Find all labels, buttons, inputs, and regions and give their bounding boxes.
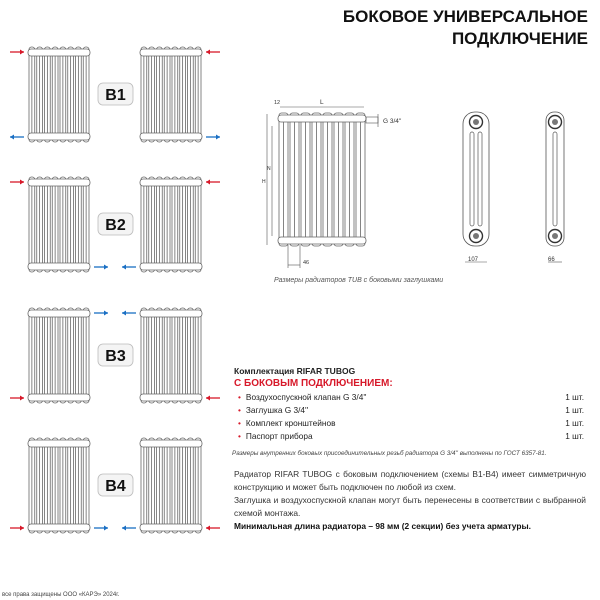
flow-arrow-icon [206, 135, 220, 140]
flow-arrow-icon [206, 180, 220, 185]
flow-arrow-icon [10, 526, 24, 531]
radiator [28, 47, 90, 142]
flow-arrow-icon [206, 396, 220, 401]
scheme-b4 [10, 438, 220, 533]
kit-item-qty: 1 шт. [565, 431, 584, 441]
dimension-label: G 3/4'' [383, 118, 402, 125]
scheme-label: B4 [105, 478, 126, 495]
page-title: БОКОВОЕ УНИВЕРСАЛЬНОЕ ПОДКЛЮЧЕНИЕ [342, 7, 588, 48]
side-view [463, 112, 489, 262]
bullet-icon: • [238, 431, 241, 441]
flow-arrow-icon [206, 526, 220, 531]
radiator [278, 113, 366, 246]
radiator [140, 308, 202, 403]
flow-arrow-icon [122, 311, 136, 316]
connection-schemes [0, 0, 235, 580]
dimension-label: H [262, 179, 266, 185]
radiator [140, 177, 202, 272]
flow-arrow-icon [122, 265, 136, 270]
flow-arrow-icon [10, 135, 24, 140]
dimension-label: 12 [274, 100, 281, 106]
side-view [546, 112, 564, 262]
flow-arrow-icon [94, 311, 108, 316]
scheme-b1 [10, 47, 220, 142]
air-valve [366, 117, 378, 123]
flow-arrow-icon [94, 526, 108, 531]
kit-item: • Заглушка G 3/4'' 1 шт. [238, 405, 584, 415]
flow-arrow-icon [10, 50, 24, 55]
kit-item: • Воздухоспускной клапан G 3/4'' 1 шт. [238, 392, 584, 402]
kit-item-qty: 1 шт. [565, 405, 584, 415]
scheme-label: B2 [105, 217, 126, 234]
thread-note: Размеры внутренних боковых присоединительных резьб радиатора G 3/4'' выполнены по ГОСТ 6357-81. [232, 450, 547, 457]
dimension-label: 107 [468, 257, 479, 263]
dimension-label: 66 [548, 257, 555, 263]
flow-arrow-icon [94, 265, 108, 270]
kit-section [234, 366, 584, 443]
kit-list [234, 391, 584, 443]
description: Радиатор RIFAR TUBOG с боковым подключением (схемы B1-B4) имеет симметричную конструкцию и может быть подключен по любой из схем. Заглушка и воздухоспускной клапан могут быть перенесены в соответствии с выбранной схемой монтажа. Минимальная длина радиатора – 98 мм (2 секции) без учета арматуры. [234, 469, 586, 531]
flow-arrow-icon [10, 396, 24, 401]
scheme-b3 [10, 308, 220, 403]
bullet-icon: • [238, 405, 241, 415]
scheme-label: B3 [105, 348, 126, 365]
kit-heading: Комплектация RIFAR TUBOG [234, 366, 356, 376]
scheme-label: B1 [105, 87, 126, 104]
kit-item-qty: 1 шт. [565, 392, 584, 402]
radiator [28, 177, 90, 272]
bullet-icon: • [238, 418, 241, 428]
flow-arrow-icon [10, 180, 24, 185]
drawing-caption: Размеры радиаторов TUB с боковыми заглушками [274, 277, 444, 284]
dimension-label: L [320, 99, 324, 106]
radiator [28, 308, 90, 403]
kit-item: • Паспорт прибора 1 шт. [238, 431, 584, 441]
scheme-b2 [10, 177, 220, 272]
radiator [140, 438, 202, 533]
dimension-label: 46 [303, 260, 310, 266]
kit-item-qty: 1 шт. [565, 418, 584, 428]
radiator [140, 47, 202, 142]
dimension-drawing [250, 90, 590, 275]
kit-subheading: С БОКОВЫМ ПОДКЛЮЧЕНИЕМ: [234, 378, 393, 389]
bullet-icon: • [238, 392, 241, 402]
copyright: все права защищены ООО «КАРЭ» 2024г. [2, 592, 120, 598]
flow-arrow-icon [206, 50, 220, 55]
radiator [28, 438, 90, 533]
dimension-label: N [267, 166, 271, 172]
kit-item: • Комплект кронштейнов 1 шт. [238, 418, 584, 428]
flow-arrow-icon [122, 526, 136, 531]
